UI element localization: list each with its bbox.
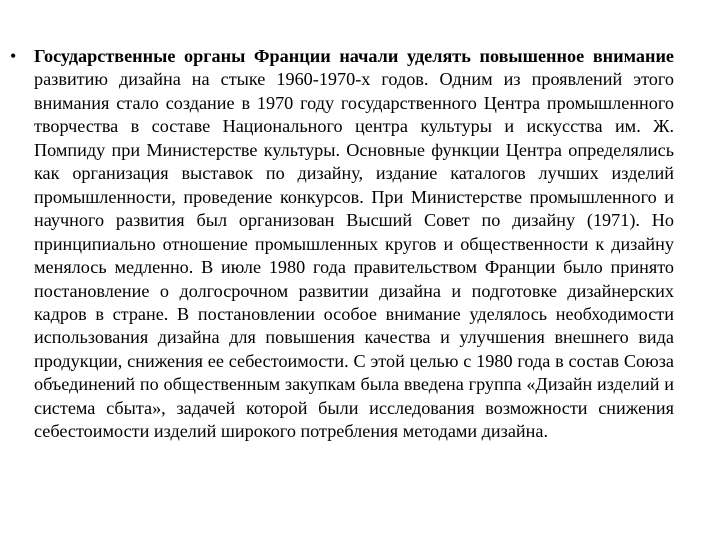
- bullet-paragraph: [34, 45, 674, 444]
- bullet-marker: •: [10, 46, 17, 66]
- bold-lead-text: Государственные органы Франции начали уделять повышенное внимание: [34, 46, 674, 66]
- body-text: развитию дизайна на стыке 1960-1970-х годов. Одним из проявлений этого внимания стало создание в 1970 году государственного Центра промышленного творчества в составе Национального центра культуры и искусства им. Ж. Помпиду при Министерстве культуры. Основные функции Центра определялись как организация выставок по дизайну, издание каталогов лучших изделий промышленности, проведение конкурсов. При Министерстве промышленного и научного развития был организован Высший Совет по дизайну (1971). Но принципиально отношение промышленных кругов и общественности к дизайну менялось медленно. В июле 1980 года правительством Франции было принято постановление о долгосрочном развитии дизайна и подготовке дизайнерских кадров в стране. В постановлении особое внимание уделялось необходимости использования дизайна для повышения качества и улучшения внешнего вида продукции, снижения ее себестоимости. С этой целью с 1980 года в состав Союза объединений по общественным закупкам была введена группа «Дизайн изделий и система сбыта», задачей которой были исследования возможности снижения себестоимости изделий широкого потребления методами дизайна.: [34, 69, 674, 442]
